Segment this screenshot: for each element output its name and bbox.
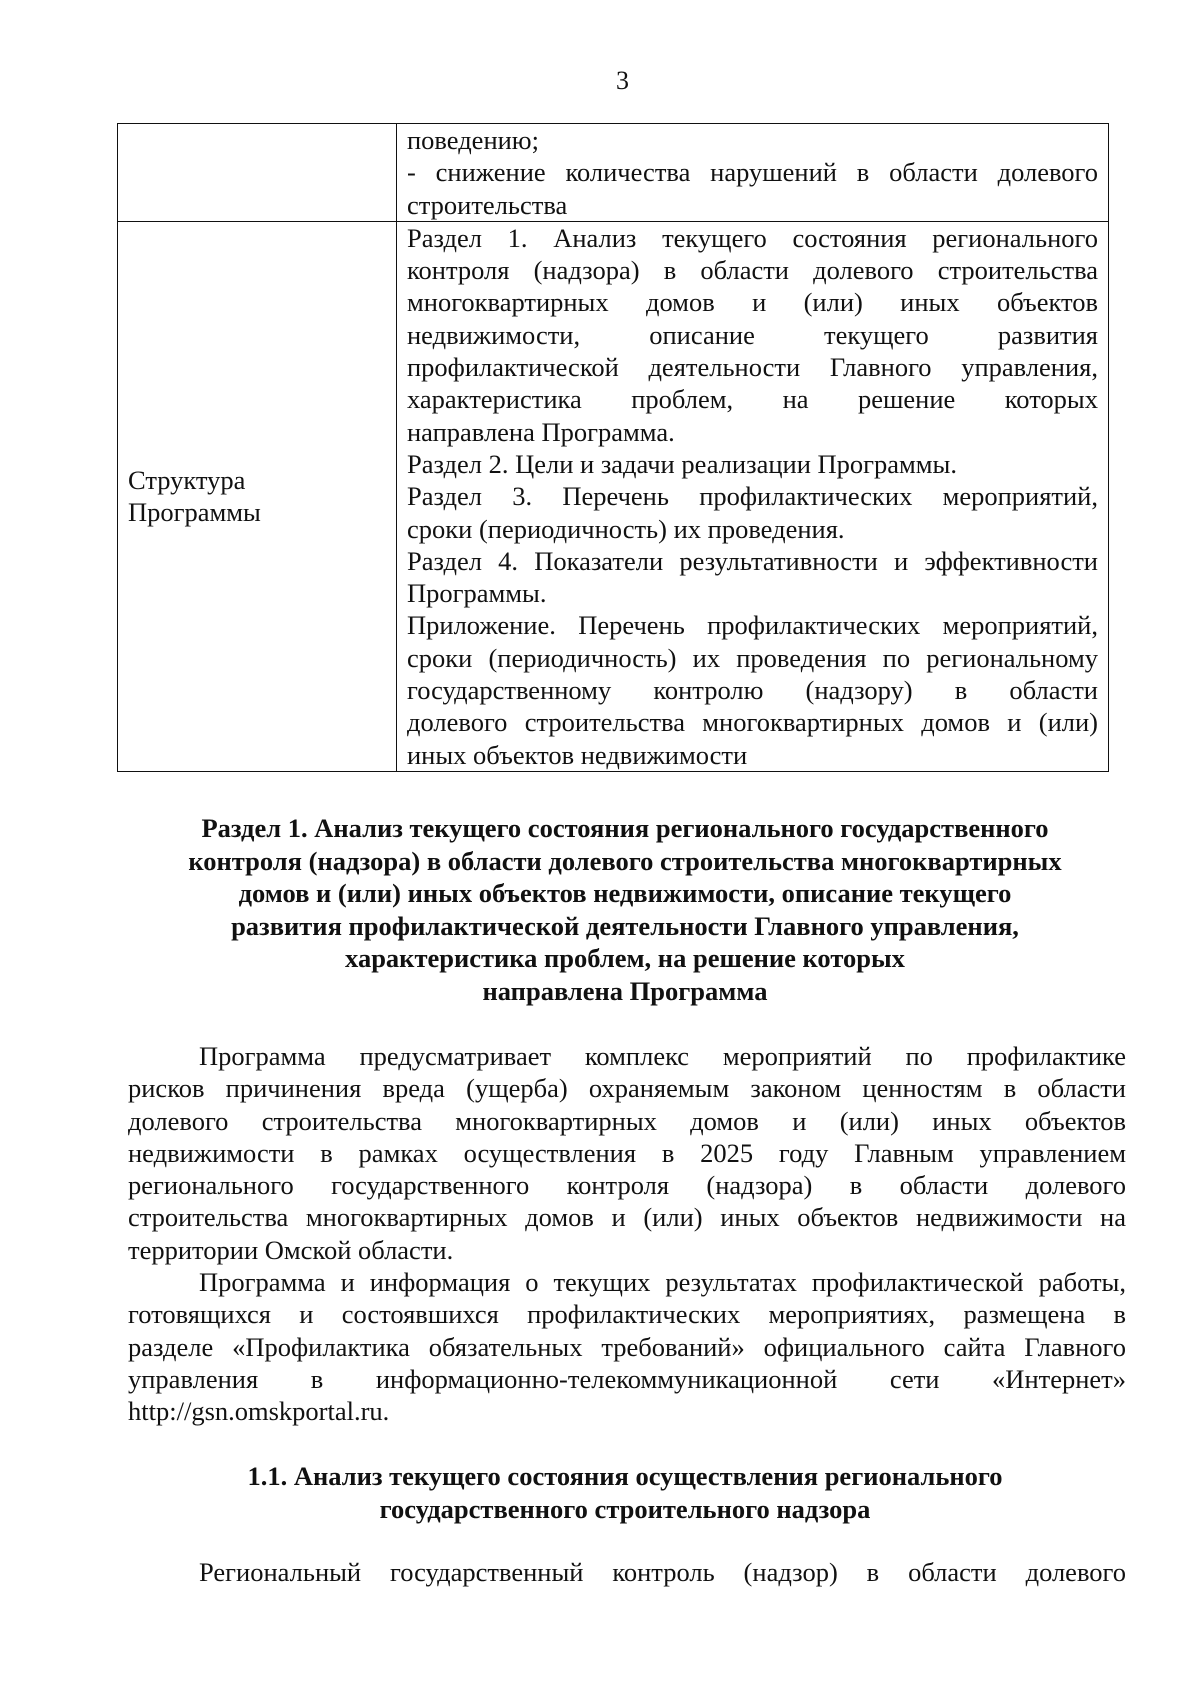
paragraph-line: строительства многоквартирных домов и (или) иных объектов недвижимости на <box>128 1202 1126 1233</box>
table-line: Программы. <box>407 578 547 609</box>
paragraph-line: долевого строительства многоквартирных домов и (или) иных объектов <box>128 1105 1126 1136</box>
table-line: Приложение. Перечень профилактических мероприятий, <box>407 610 1098 641</box>
paragraph-line: http://gsn.omskportal.ru. <box>128 1396 390 1427</box>
paragraph-line: регионального государственного контроля (надзора) в области долевого <box>128 1170 1126 1201</box>
paragraph-line: территории Омской области. <box>128 1234 454 1265</box>
table-label-cell <box>118 124 397 222</box>
table-line: сроки (периодичность) их проведения по региональному <box>407 642 1098 673</box>
table-label-line: Структура <box>128 465 246 496</box>
table-value-cell <box>397 221 1109 771</box>
table-line: многоквартирных домов и (или) иных объектов <box>407 287 1098 318</box>
paragraph-line: Программа и информация о текущих результатах профилактической работы, <box>199 1267 1126 1297</box>
heading-line: характеристика проблем, на решение которых <box>345 943 905 973</box>
table-line: - снижение количества нарушений в области долевого <box>407 157 1098 188</box>
section-1-heading <box>140 812 1110 1007</box>
table-line: строительства <box>407 189 568 220</box>
table-line: сроки (периодичность) их проведения. <box>407 513 845 544</box>
page-number: 3 <box>616 66 629 95</box>
program-passport-table <box>117 123 1109 772</box>
table-line: Раздел 2. Цели и задачи реализации Программы. <box>407 448 957 479</box>
heading-line: развития профилактической деятельности Главного управления, <box>231 910 1019 941</box>
paragraph-line: управления в информационно-телекоммуникационной сети «Интернет» <box>128 1363 1126 1394</box>
table-line: Раздел 4. Показатели результативности и эффективности <box>407 545 1098 576</box>
heading-line: направлена Программа <box>482 975 768 1006</box>
table-line: Раздел 3. Перечень профилактических мероприятий, <box>407 481 1098 512</box>
table-line: контроля (надзора) в области долевого строительства <box>407 255 1098 286</box>
paragraph-line: Программа предусматривает комплекс мероприятий по профилактике <box>199 1041 1126 1071</box>
table-line: характеристика проблем, на решение которых <box>407 384 1098 415</box>
table-line: направлена Программа. <box>407 416 675 447</box>
subsection-1-1-heading <box>140 1460 1110 1525</box>
section-1-paragraph-2 <box>128 1266 1126 1427</box>
table-row <box>118 221 1109 771</box>
heading-line: домов и (или) иных объектов недвижимости, описание текущего <box>238 878 1012 908</box>
paragraph-line: Региональный государственный контроль (надзор) в области долевого <box>199 1557 1126 1587</box>
table-label-cell <box>118 221 397 771</box>
table-line: недвижимости, описание текущего развития <box>407 319 1098 350</box>
table-line: профилактической деятельности Главного управления, <box>407 352 1098 383</box>
table-value-cell <box>397 124 1109 222</box>
table-line: иных объектов недвижимости <box>407 739 748 770</box>
paragraph-line: недвижимости в рамках осуществления в 2025 году Главным управлением <box>128 1137 1126 1168</box>
heading-line: контроля (надзора) в области долевого строительства многоквартирных <box>188 845 1062 876</box>
heading-line: Раздел 1. Анализ текущего состояния регионального государственного <box>201 813 1049 843</box>
table-line: государственному контролю (надзору) в области <box>407 675 1098 706</box>
table-line: поведению; <box>407 125 539 155</box>
table-line: Раздел 1. Анализ текущего состояния регионального <box>407 222 1098 253</box>
table-line: долевого строительства многоквартирных домов и (или) <box>407 707 1098 738</box>
heading-line: государственного строительного надзора <box>379 1493 871 1524</box>
subsection-1-1-paragraph-1 <box>128 1556 1126 1588</box>
paragraph-line: разделе «Профилактика обязательных требований» официального сайта Главного <box>128 1331 1126 1362</box>
paragraph-line: готовящихся и состоявшихся профилактических мероприятиях, размещена в <box>128 1299 1126 1330</box>
heading-line: 1.1. Анализ текущего состояния осуществления регионального <box>247 1461 1003 1491</box>
paragraph-line: рисков причинения вреда (ущерба) охраняемым законом ценностям в области <box>128 1073 1126 1104</box>
table-label-line: Программы <box>128 497 261 528</box>
table-row <box>118 124 1109 222</box>
section-1-paragraph-1 <box>128 1040 1126 1266</box>
